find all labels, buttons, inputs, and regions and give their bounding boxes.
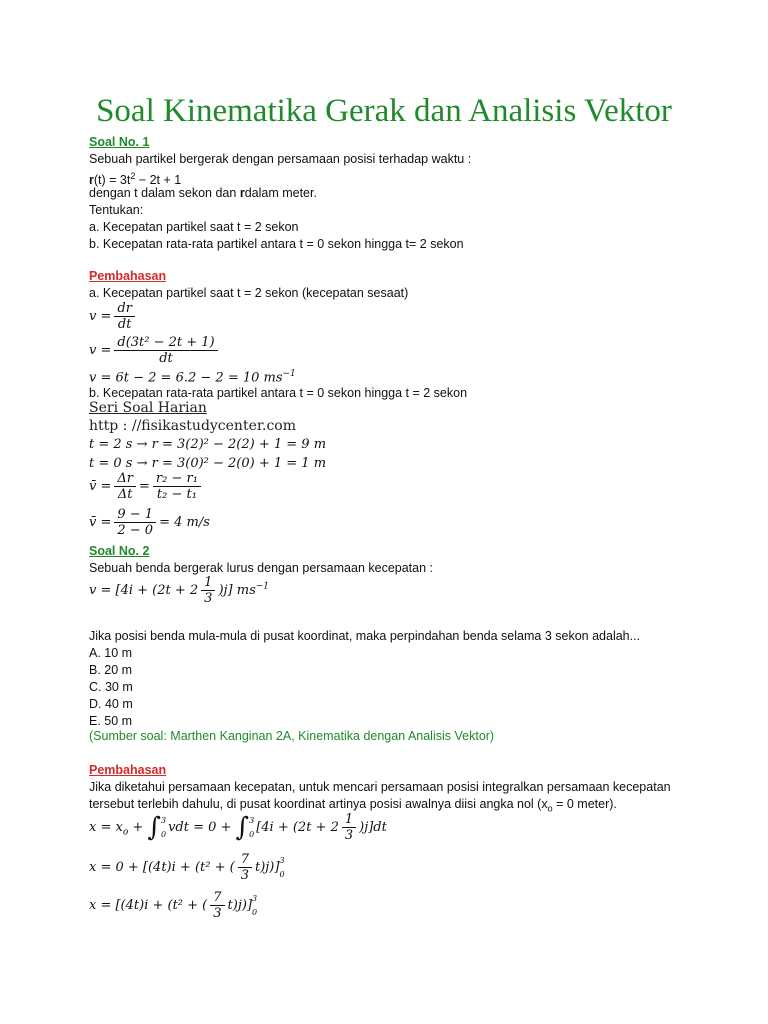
eq-v-dr-dt: v = $\frac{dr}{dt}$ [89, 301, 138, 332]
pembahasan-2-line-1: Jika diketahui persamaan kecepatan, untuk mencari persamaan posisi integralkan persamaan kecepatan [89, 780, 671, 794]
eq-v-derivative: v = $\frac{\text{d(3t² − 2t + 1)}}{dt}$ [89, 335, 221, 366]
soal-1-part-a: a. Kecepatan partikel saat t = 2 sekon [89, 220, 299, 234]
soal-2-intro: Sebuah benda bergerak lurus dengan persamaan kecepatan : [89, 561, 434, 575]
pembahasan-1-heading: Pembahasan [89, 269, 167, 283]
eq-x-integral: $x = x_o$ + ∫ 3 0 vdt = 0 + ∫ 3 0 [4i + (2t + 2 $\frac{1}{3}$ )j]dt [89, 812, 387, 843]
soal-1-heading: Soal No. 1 [89, 135, 150, 149]
option-c: C. 30 m [89, 680, 133, 694]
soal-1-intro: Sebuah partikel bergerak dengan persamaan posisi terhadap waktu : [89, 152, 472, 166]
soal-1-ask: Tentukan: [89, 203, 144, 217]
option-d: D. 40 m [89, 697, 133, 711]
soal-1-units: dengan t dalam sekon dan rdalam meter. [89, 186, 317, 200]
soal-2-source: (Sumber soal: Marthen Kanginan 2A, Kinematika dengan Analisis Vektor) [89, 729, 495, 743]
option-e: E. 50 m [89, 714, 133, 728]
eq-x-evaluated: x = [(4t)i + (t² + ( $\frac{7}{3}$ t)j)] 3 0 [89, 890, 258, 921]
option-b: B. 20 m [89, 663, 133, 677]
pembahasan-2-line-2: tersebut terlebih dahulu, di pusat koordinat artinya posisi awalnya diisi angka nol ($x_o = 0$ meter). [89, 797, 617, 814]
eq-x-antiderivative: x = 0 + [(4t)i + (t² + ( $\frac{7}{3}$ t)j)] 3 0 [89, 852, 285, 883]
eq-velocity-vector: v = [4i + (2t + 2 $\frac{1}{3}$ )j] $ms^{-1}$ [89, 575, 270, 606]
eq-v-result: v = 6t − 2 = 6.2 − 2 = 10 $ms^{-1}$ [89, 369, 296, 386]
integral-sign: ∫ [235, 812, 250, 843]
soal-1-equation: $r(t) = 3t^2 - 2t + 1$ [89, 171, 182, 188]
eq-vbar-def: v̄ = $\frac{\Delta r}{\Delta t}$ = $\frac{\text{r₂ − r₁}}{\text{t₂ − t₁}}$ [89, 471, 204, 502]
eq-vbar-result: v̄ = $\frac{9 - 1}{2 - 0}$ = 4 m/s [89, 507, 210, 538]
vector-r-symbol: r [89, 173, 94, 188]
soal-2-question: Jika posisi benda mula-mula di pusat koordinat, maka perpindahan benda selama 3 sekon adalah... [89, 629, 641, 643]
soal-2-heading: Soal No. 2 [89, 544, 150, 558]
site-url: http : //fisikastudycenter.com [89, 418, 297, 434]
pembahasan-1-part-b: b. Kecepatan rata-rata partikel antara t = 0 sekon hingga t = 2 sekon [89, 386, 468, 400]
integral-sign: ∫ [147, 812, 161, 843]
option-a: A. 10 m [89, 646, 133, 660]
seri-soal-harian: Seri Soal Harian [89, 400, 207, 416]
page-title: Soal Kinematika Gerak dan Analisis Vektor [96, 93, 672, 129]
eq-r-at-2s: t = 2 s → r = 3(2)² − 2(2) + 1 = 9 m [89, 437, 327, 452]
pembahasan-2-heading: Pembahasan [89, 763, 167, 777]
eq-r-at-0s: t = 0 s → r = 3(0)² − 2(0) + 1 = 1 m [89, 456, 327, 471]
soal-1-part-b: b. Kecepatan rata-rata partikel antara t = 0 sekon hingga t= 2 sekon [89, 237, 464, 251]
pembahasan-1-part-a: a. Kecepatan partikel saat t = 2 sekon (kecepatan sesaat) [89, 286, 409, 300]
